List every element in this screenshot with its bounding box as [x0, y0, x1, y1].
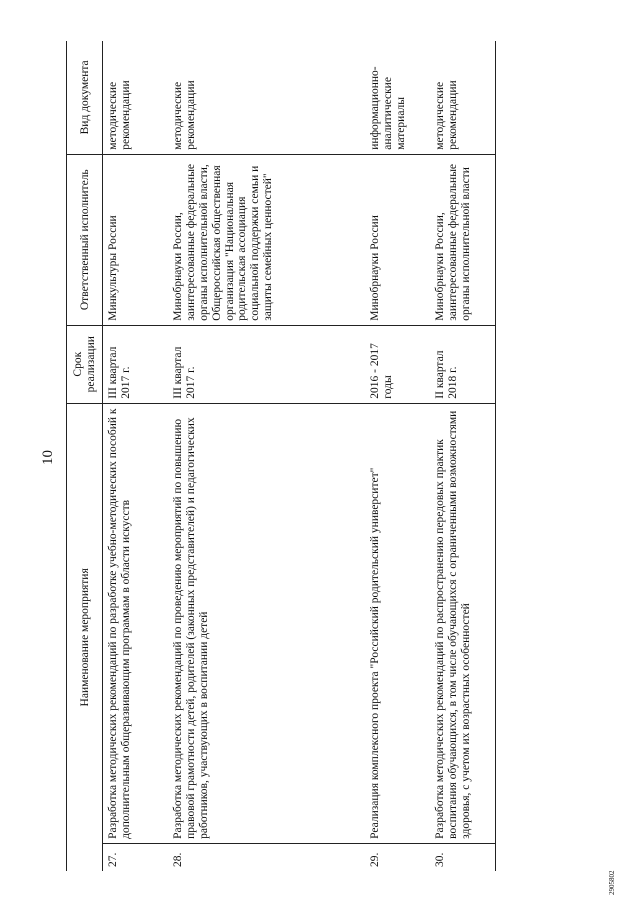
header-responsible: Ответственный исполнитель: [67, 154, 103, 325]
header-doc-type: Вид документа: [67, 41, 103, 154]
page-number: 10: [40, 450, 56, 465]
row-responsible: Минобрнауки России, заинтересованные федеральные органы исполнительной власти: [430, 154, 496, 325]
table-row: [103, 41, 169, 871]
row-doc-type: методические рекомендации: [168, 41, 365, 154]
table-row: [365, 41, 430, 871]
table-row: [168, 41, 365, 871]
row-doc-type: информационно-аналитические материалы: [365, 41, 430, 154]
row-responsible: Минкультуры России: [103, 154, 169, 325]
row-doc-type: методические рекомендации: [430, 41, 496, 154]
row-name: Разработка методических рекомендаций по разработке учебно-методических пособий к дополнительным общеразвивающим программам в области искусств: [103, 403, 169, 843]
table-row: [430, 41, 496, 871]
row-name: Разработка методических рекомендаций по распространению передовых практик воспитания обучающихся, в том числе обучающихся с ограниченными возможностями здоровья, с учетом их возрастных особенностей: [430, 403, 496, 843]
table-header-row: [67, 41, 103, 871]
row-name: Разработка методических рекомендаций по проведению мероприятий по повышению правовой грамотности детей, родителей (законных представителей) и педагогических работников, участвующих в воспитании детей: [168, 403, 365, 843]
row-number: 30.: [430, 843, 496, 871]
row-number: 28.: [172, 852, 184, 867]
header-name: Наименование мероприятия: [67, 403, 103, 871]
row-number: 29.: [369, 852, 381, 867]
row-term: III квартал 2017 г.: [103, 325, 169, 403]
row-term: III квартал 2017 г.: [168, 325, 365, 403]
header-term: Срок реализации: [67, 325, 103, 403]
row-name: Реализация комплексного проекта "Российский родительский университет": [365, 403, 430, 843]
row-term: 2016 - 2017 годы: [365, 325, 430, 403]
measures-table: [66, 41, 496, 871]
row-number: 27.: [107, 852, 119, 867]
row-responsible: Минобрнауки России: [365, 154, 430, 325]
row-term: II квартал 2018 г.: [430, 325, 496, 403]
row-responsible: Минобрнауки России, заинтересованные федеральные органы исполнительной власти, Общероссийская общественная организация "Национальная родительская ассоциация социальной поддержки семьи и защиты семейных ценностей": [168, 154, 365, 325]
document-code: 2905802: [608, 870, 616, 895]
row-doc-type: методические рекомендации: [103, 41, 169, 154]
